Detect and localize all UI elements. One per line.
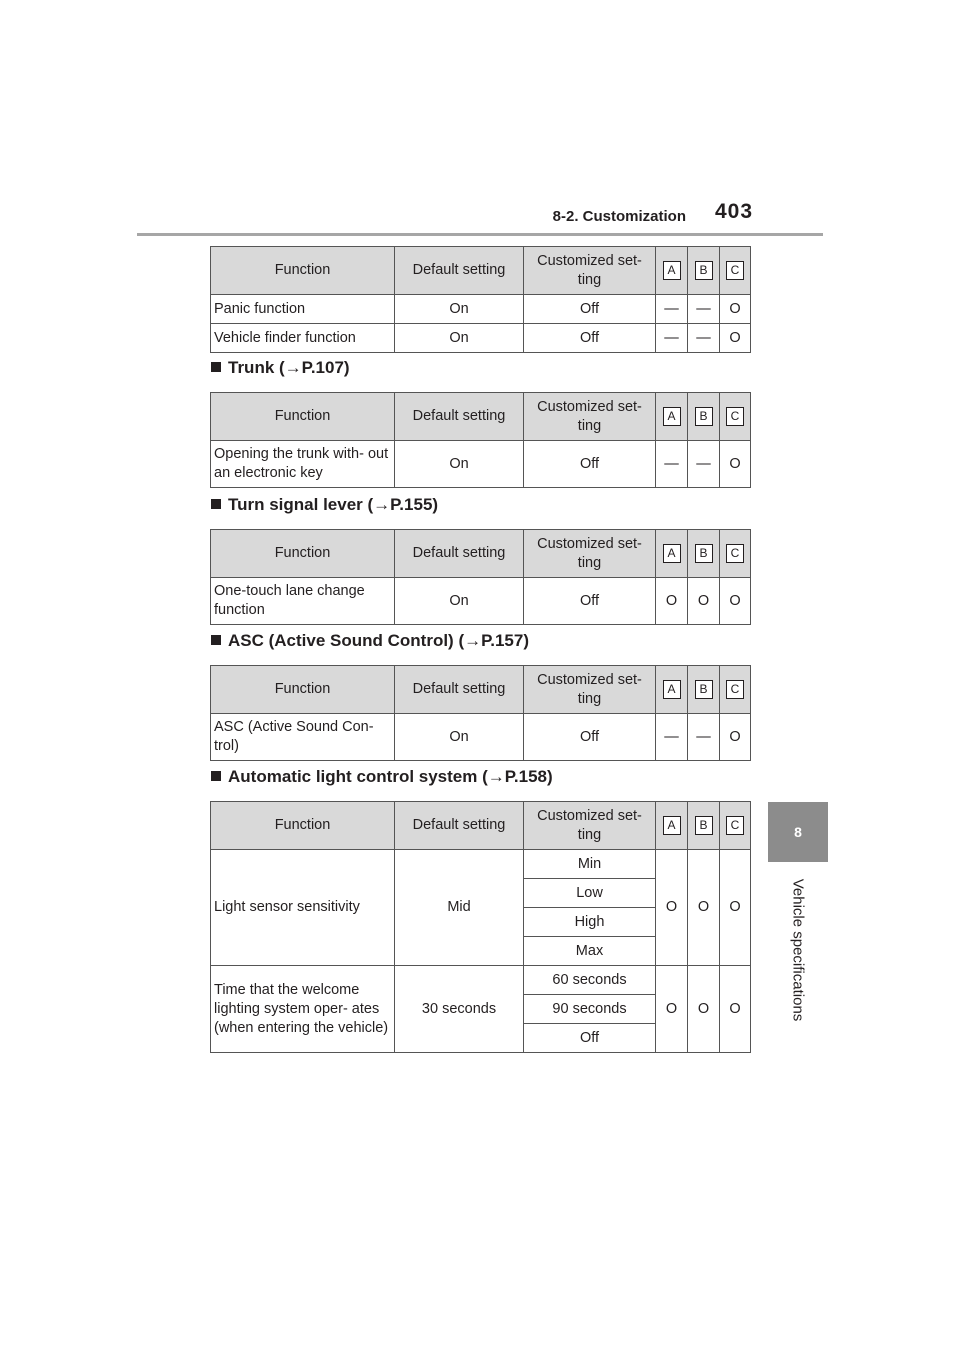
cell-b: — [688,714,720,761]
col-a [656,530,688,578]
bullet-square-icon [211,499,221,509]
cell-function: Light sensor sensitivity [211,850,395,966]
cell-option: Min [524,850,656,879]
cell-default: On [395,441,524,488]
cell-c: O [720,324,751,353]
mode-b-badge: B [695,544,713,563]
mode-a-badge: A [663,407,681,426]
header-divider [137,233,823,236]
table-header-row [211,247,751,295]
col-b [688,666,720,714]
cell-a: O [656,966,688,1053]
cell-b: — [688,295,720,324]
cell-c: O [720,966,751,1053]
table-trunk [210,392,751,488]
mode-b-badge: B [695,407,713,426]
subheading-turn-signal [211,495,438,515]
table-row [211,850,751,879]
cell-customized: Off [524,578,656,625]
cell-default: On [395,324,524,353]
cell-customized: Off [524,324,656,353]
subheading-trunk [211,358,350,378]
cell-option: 60 seconds [524,966,656,995]
col-b [688,530,720,578]
cell-a: O [656,850,688,966]
table-row [211,295,751,324]
cell-customized: Off [524,441,656,488]
table-header-row [211,666,751,714]
cell-option: Max [524,937,656,966]
col-default: Default setting [395,802,524,850]
chapter-number: 8 [794,824,802,840]
cell-b: O [688,966,720,1053]
cell-option: Low [524,879,656,908]
chapter-tab [768,802,828,862]
cell-option: Off [524,1024,656,1053]
table-remote-functions [210,246,751,353]
cell-c: O [720,295,751,324]
col-default: Default setting [395,247,524,295]
col-a [656,666,688,714]
table-header-row [211,802,751,850]
chapter-title: Vehicle specifications [789,878,807,1022]
cell-default: 30 seconds [395,966,524,1053]
col-a [656,802,688,850]
page-number: 403 [715,200,754,223]
subheading-text: Turn signal lever (→P.155) [228,495,439,514]
cell-function: Opening the trunk with- out an electronic key [211,441,395,488]
bullet-square-icon [211,362,221,372]
subheading-light-control [211,767,553,787]
cell-c: O [720,714,751,761]
mode-a-badge: A [663,261,681,280]
cell-customized: Off [524,295,656,324]
subheading-asc [211,631,529,651]
table-row [211,714,751,761]
cell-function: Time that the welcome lighting system oper- ates (when entering the vehicle) [211,966,395,1053]
mode-c-badge: C [726,816,744,835]
cell-function: ASC (Active Sound Con- trol) [211,714,395,761]
table-turn-signal [210,529,751,625]
col-customized: Customized set- ting [524,666,656,714]
mode-a-badge: A [663,816,681,835]
table-row [211,324,751,353]
cell-b: — [688,441,720,488]
cell-function: One-touch lane change function [211,578,395,625]
col-b [688,247,720,295]
cell-a: — [656,295,688,324]
col-a [656,247,688,295]
subheading-text: Automatic light control system (→P.158) [228,767,553,786]
cell-a: — [656,324,688,353]
mode-c-badge: C [726,261,744,280]
subheading-text: ASC (Active Sound Control) (→P.157) [228,631,529,650]
table-row [211,578,751,625]
cell-default: On [395,578,524,625]
mode-a-badge: A [663,544,681,563]
mode-b-badge: B [695,680,713,699]
col-c [720,530,751,578]
cell-function: Panic function [211,295,395,324]
col-function: Function [211,666,395,714]
table-asc [210,665,751,761]
table-row [211,966,751,995]
section-title: 8-2. Customization [552,208,686,225]
cell-c: O [720,441,751,488]
cell-customized: Off [524,714,656,761]
mode-c-badge: C [726,407,744,426]
mode-c-badge: C [726,544,744,563]
col-b [688,393,720,441]
cell-a: — [656,441,688,488]
table-light-control [210,801,751,1053]
col-c [720,247,751,295]
cell-default: On [395,295,524,324]
cell-b: O [688,850,720,966]
bullet-square-icon [211,635,221,645]
col-c [720,802,751,850]
col-default: Default setting [395,393,524,441]
cell-option: 90 seconds [524,995,656,1024]
cell-c: O [720,578,751,625]
col-customized: Customized set- ting [524,247,656,295]
cell-function: Vehicle finder function [211,324,395,353]
col-c [720,393,751,441]
cell-a: O [656,578,688,625]
mode-a-badge: A [663,680,681,699]
table-header-row [211,530,751,578]
col-function: Function [211,802,395,850]
table-row [211,441,751,488]
col-b [688,802,720,850]
mode-b-badge: B [695,816,713,835]
cell-default: Mid [395,850,524,966]
col-a [656,393,688,441]
mode-b-badge: B [695,261,713,280]
subheading-text: Trunk (→P.107) [228,358,350,377]
col-default: Default setting [395,666,524,714]
cell-b: O [688,578,720,625]
col-function: Function [211,530,395,578]
bullet-square-icon [211,771,221,781]
mode-c-badge: C [726,680,744,699]
cell-a: — [656,714,688,761]
cell-default: On [395,714,524,761]
col-customized: Customized set- ting [524,802,656,850]
cell-b: — [688,324,720,353]
cell-option: High [524,908,656,937]
col-customized: Customized set- ting [524,393,656,441]
col-default: Default setting [395,530,524,578]
col-function: Function [211,247,395,295]
table-header-row [211,393,751,441]
cell-c: O [720,850,751,966]
col-customized: Customized set- ting [524,530,656,578]
col-function: Function [211,393,395,441]
col-c [720,666,751,714]
